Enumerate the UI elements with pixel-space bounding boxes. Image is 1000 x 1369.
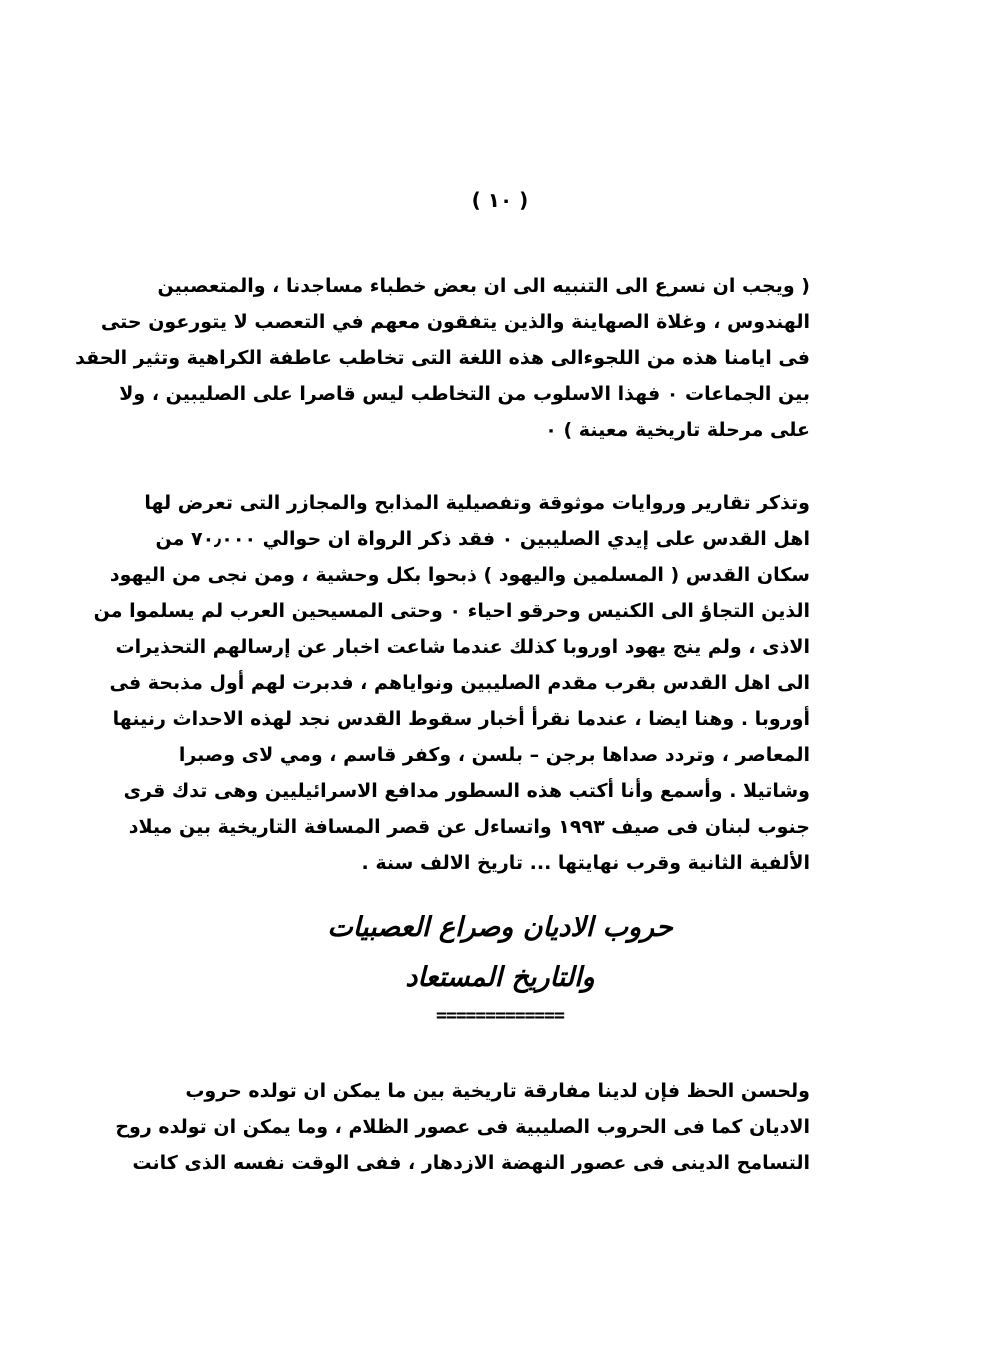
paragraph-line: جنوب لبنان فى صيف ١٩٩٣ واتساءل عن قصر المسافة التاريخية بين ميلاد [128, 816, 810, 838]
paragraph-line: الاديان كما فى الحروب الصليبية فى عصور الظلام ، وما يمكن ان تولده روح [115, 1116, 810, 1138]
paragraph-line: الألفية الثانية وقرب نهايتها ... تاريخ الالف سنة . [361, 852, 810, 874]
paragraph-line: بين الجماعات ٠ فهذا الاسلوب من التخاطب ليس قاصرا على الصليبين ، ولا [119, 383, 810, 405]
paragraph-line: على مرحلة تاريخية معينة ) ٠ [545, 419, 810, 441]
paragraph-intro [75, 268, 810, 448]
paragraph-line: فى ايامنا هذه من اللجوءالى هذه اللغة التى تخاطب عاطفة الكراهية وتثير الحقد [75, 347, 810, 369]
page-number: ( ١٠ ) [471, 188, 529, 212]
paragraph-tolerance [115, 1073, 810, 1181]
heading-separator: ============= [436, 1005, 564, 1026]
heading-title: حروب الاديان وصراع العصبيات [327, 912, 673, 943]
paragraph-line: المعاصر ، وتردد صداها برجن – بلسن ، وكفر قاسم ، ومي لاى وصبرا [178, 744, 810, 766]
paragraph-line: ولحسن الحظ فإن لدينا مفارقة تاريخية بين ما يمكن ان تولده حروب [185, 1080, 810, 1102]
paragraph-line: سكان القدس ( المسلمين واليهود ) ذبحوا بكل وحشية ، ومن نجى من اليهود [109, 564, 810, 586]
heading-subtitle: والتاريخ المستعاد [405, 962, 595, 993]
paragraph-line: الى اهل القدس بقرب مقدم الصليبين ونواياهم ، فدبرت لهم أول مذبحة فى [109, 672, 810, 694]
paragraph-line: ( ويجب ان نسرع الى التنبيه الى ان بعض خطباء مساجدنا ، والمتعصبين [157, 275, 810, 297]
paragraph-reports [93, 485, 810, 881]
paragraph-line: التسامح الدينى فى عصور النهضة الازدهار ، ففى الوقت نفسه الذى كانت [132, 1152, 810, 1174]
paragraph-line: الهندوس ، وغلاة الصهاينة والذين يتفقون معهم في التعصب لا يتورعون حتى [100, 311, 810, 333]
paragraph-line: اهل القدس على إيدي الصليبين ٠ فقد ذكر الرواة ان حوالي ٧٠٫٠٠٠ من [155, 528, 810, 550]
paragraph-line: وشاتيلا . وأسمع وأنا أكتب هذه السطور مدافع الاسرائيليين وهى تدك قرى [123, 780, 810, 802]
section-heading [0, 903, 1000, 1029]
paragraph-line: وتذكر تقارير وروايات موثوقة وتفصيلية المذابح والمجازر التى تعرض لها [144, 492, 810, 514]
paragraph-line: الاذى ، ولم ينج يهود اوروبا كذلك عندما شاعت اخبار عن إرسالهم التحذيرات [115, 636, 810, 658]
paragraph-line: أوروبا . وهنا ايضا ، عندما نقرأ أخبار سقوط القدس نجد لهذه الاحداث رنينها [112, 708, 810, 730]
paragraph-line: الذين التجاؤ الى الكنيس وحرقو احياء ٠ وحتى المسيحين العرب لم يسلموا من [93, 600, 810, 622]
